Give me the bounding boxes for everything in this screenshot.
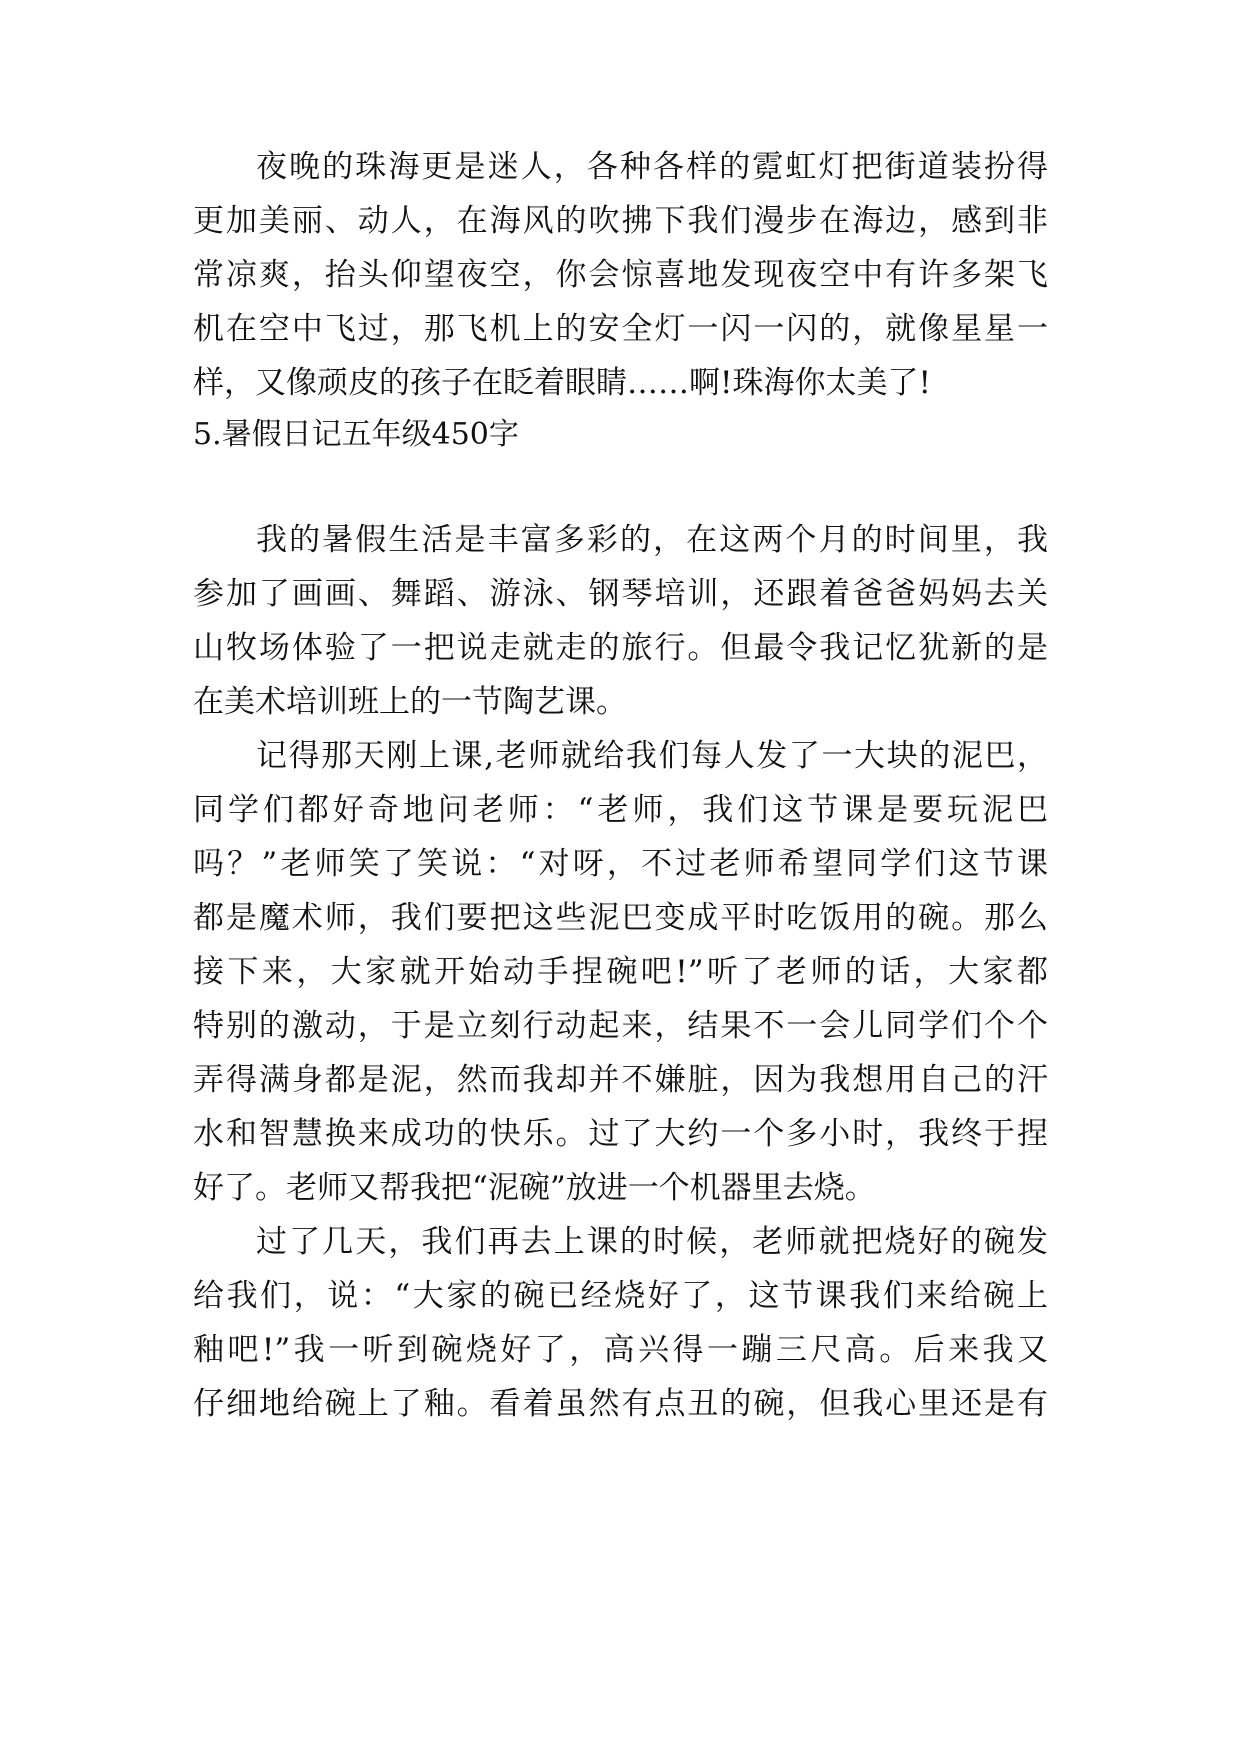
text-line: 接下来，大家就开始动手捏碗吧!”听了老师的话，大家都 bbox=[193, 954, 1048, 990]
text-line: 夜晚的珠海更是迷人，各种各样的霓虹灯把街道装扮得 bbox=[256, 149, 1048, 185]
text-line: 过了几天，我们再去上课的时候，老师就把烧好的碗发 bbox=[256, 1224, 1048, 1260]
text-line: 都是魔术师，我们要把这些泥巴变成平时吃饭用的碗。那么 bbox=[193, 900, 1048, 936]
text-line: 给我们，说：“大家的碗已经烧好了，这节课我们来给碗上 bbox=[193, 1278, 1048, 1314]
text-line: 更加美丽、动人，在海风的吹拂下我们漫步在海边，感到非 bbox=[193, 203, 1048, 239]
text-line: 参加了画画、舞蹈、游泳、钢琴培训，还跟着爸爸妈妈去关 bbox=[193, 576, 1048, 612]
text-line: 好了。老师又帮我把“泥碗”放进一个机器里去烧。 bbox=[193, 1170, 876, 1206]
text-line: 弄得满身都是泥，然而我却并不嫌脏，因为我想用自己的汗 bbox=[193, 1062, 1048, 1098]
text-line: 山牧场体验了一把说走就走的旅行。但最令我记忆犹新的是 bbox=[193, 630, 1048, 666]
text-line: 记得那天刚上课,老师就给我们每人发了一大块的泥巴， bbox=[256, 738, 1048, 774]
text-line: 机在空中飞过，那飞机上的安全灯一闪一闪的，就像星星一 bbox=[193, 311, 1048, 347]
section-heading: 5.暑假日记五年级450字 bbox=[193, 417, 519, 452]
text-line: 样，又像顽皮的孩子在眨着眼睛……啊!珠海你太美了! bbox=[193, 365, 931, 401]
text-line: 同学们都好奇地问老师：“老师，我们这节课是要玩泥巴 bbox=[193, 792, 1048, 828]
text-line: 特别的激动，于是立刻行动起来，结果不一会儿同学们个个 bbox=[193, 1008, 1048, 1044]
text-line: 水和智慧换来成功的快乐。过了大约一个多小时，我终于捏 bbox=[193, 1116, 1048, 1152]
text-line: 常凉爽，抬头仰望夜空，你会惊喜地发现夜空中有许多架飞 bbox=[193, 257, 1048, 293]
text-line: 仔细地给碗上了釉。看着虽然有点丑的碗，但我心里还是有 bbox=[193, 1386, 1048, 1422]
text-line: 在美术培训班上的一节陶艺课。 bbox=[193, 684, 627, 720]
text-line: 吗？”老师笑了笑说：“对呀，不过老师希望同学们这节课 bbox=[193, 846, 1048, 882]
text-line: 釉吧!”我一听到碗烧好了，高兴得一蹦三尺高。后来我又 bbox=[193, 1332, 1048, 1368]
text-line: 我的暑假生活是丰富多彩的，在这两个月的时间里，我 bbox=[256, 522, 1048, 558]
